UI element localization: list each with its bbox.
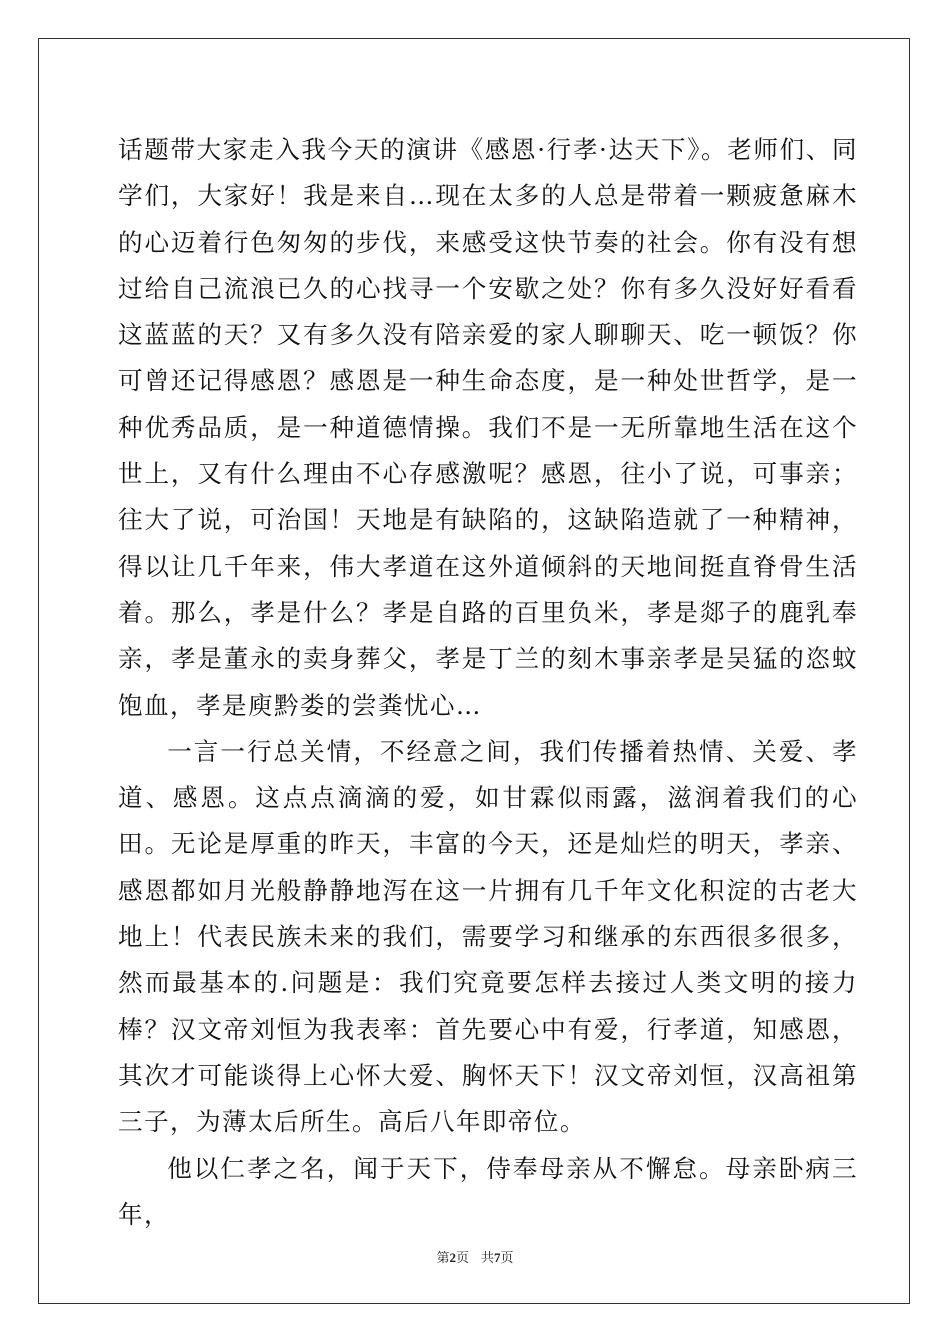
- document-body: [118, 127, 858, 1238]
- total-suffix: 页: [500, 1250, 514, 1265]
- page-footer: [0, 1247, 950, 1266]
- current-page-number: 2: [449, 1250, 456, 1265]
- total-prefix: 共: [481, 1250, 495, 1265]
- total-pages-number: 7: [494, 1250, 501, 1265]
- paragraph-1: 话题带大家走入我今天的演讲《感恩·行孝·达天下》。老师们、同学们，大家好！我是来自…现在太多的人总是带着一颗疲惫麻木的心迈着行色匆匆的步伐，来感受这快节奏的社会。你有没有想过给自己流浪已久的心找寻一个安歇之处？你有多久没好好看看这蓝蓝的天？又有多久没有陪亲爱的家人聊聊天、吃一顿饭？你可曾还记得感恩？感恩是一种生命态度，是一种处世哲学，是一种优秀品质，是一种道德情操。我们不是一无所靠地生活在这个世上，又有什么理由不心存感激呢？感恩，往小了说，可事亲；往大了说，可治国！天地是有缺陷的，这缺陷造就了一种精神，得以让几千年来，伟大孝道在这外道倾斜的天地间挺直脊骨生活着。那么，孝是什么？孝是自路的百里负米，孝是郯子的鹿乳奉亲，孝是董永的卖身葬父，孝是丁兰的刻木事亲孝是吴猛的恣蚊饱血，孝是庾黔娄的尝粪忧心…: [118, 135, 858, 720]
- page-suffix: 页: [455, 1250, 469, 1265]
- page-prefix: 第: [436, 1250, 450, 1265]
- paragraph-2: 一言一行总关情，不经意之间，我们传播着热情、关爱、孝道、感恩。这点点滴滴的爱，如甘霖似雨露，滋润着我们的心田。无论是厚重的昨天，丰富的今天，还是灿烂的明天，孝亲、感恩都如月光般静静地泻在这一片拥有几千年文化积淀的古老大地上！代表民族未来的我们，需要学习和继承的东西很多很多，然而最基本的.问题是：我们究竟要怎样去接过人类文明的接力棒？汉文帝刘恒为我表率：首先要心中有爱，行孝道，知感恩，其次才可能谈得上心怀大爱、胸怀天下！汉文帝刘恒，汉高祖第三子，为薄太后所生。高后八年即帝位。: [118, 736, 858, 1137]
- paragraph-3: 他以仁孝之名，闻于天下，侍奉母亲从不懈怠。母亲卧病三年，: [118, 1153, 858, 1229]
